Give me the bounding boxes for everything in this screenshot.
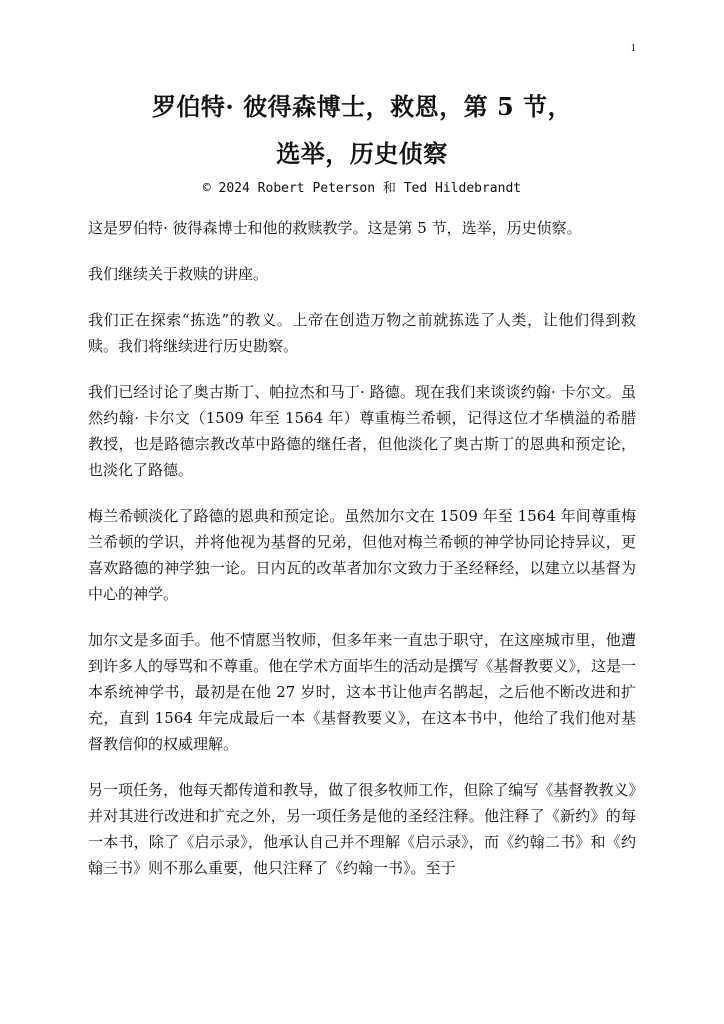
document-title-line-2: 选举，历史侦察 bbox=[276, 139, 448, 168]
paragraph: 我们已经讨论了奥古斯丁、帕拉杰和马丁· 路德。现在我们来谈谈约翰· 卡尔文。虽然约翰· 卡尔文（1509 年至 1564 年）尊重梅兰希顿，记得这位才华横溢的希腊教授，也是路德宗教改革中路德的继任者，但他淡化了奥古斯丁的恩典和预定论，也淡化了路德。 bbox=[88, 383, 636, 479]
paragraph: 梅兰希顿淡化了路德的恩典和预定论。虽然加尔文在 1509 年至 1564 年间尊重梅兰希顿的学识，并将他视为基督的兄弟，但他对梅兰希顿的神学协同论持异议，更喜欢路德的神学独一论。日内瓦的改革者加尔文致力于圣经释经，以建立以基督为中心的神学。 bbox=[88, 507, 636, 603]
page-number: 1 bbox=[630, 42, 636, 54]
paragraph: 这是罗伯特· 彼得森博士和他的救赎教学。这是第 5 节，选举，历史侦察。 bbox=[88, 219, 582, 237]
paragraph: 另一项任务，他每天都传道和教导，做了很多牧师工作，但除了编写《基督教教义》并对其进行改进和扩充之外，另一项任务是他的圣经注释。他注释了《新约》的每一本书，除了《启示录》，他承认自己并不理解《启示录》，而《约翰二书》和《约翰三书》则不那么重要，他只注释了《约翰一书》。至于 bbox=[88, 781, 636, 877]
document-body bbox=[88, 215, 636, 901]
paragraph: 加尔文是多面手。他不情愿当牧师，但多年来一直忠于职守，在这座城市里，他遭到许多人的辱骂和不尊重。他在学术方面毕生的活动是撰写《基督教要义》，这是一本系统神学书，最初是在他 27 岁时，这本书让他声名鹊起，之后他不断改进和扩充，直到 1564 年完成最后一本《基督教要义》，在这本书中，他给了我们他对基督教信仰的权威理解。 bbox=[88, 631, 636, 753]
document-title-line-1: 罗伯特· 彼得森博士，救恩，第 5 节， bbox=[151, 92, 573, 121]
copyright-line: © 2024 Robert Peterson 和 Ted Hildebrandt bbox=[202, 181, 522, 196]
paragraph: 我们继续关于救赎的讲座。 bbox=[88, 265, 269, 283]
paragraph: 我们正在探索“拣选”的教义。上帝在创造万物之前就拣选了人类，让他们得到救赎。我们将继续进行历史勘察。 bbox=[88, 311, 636, 355]
